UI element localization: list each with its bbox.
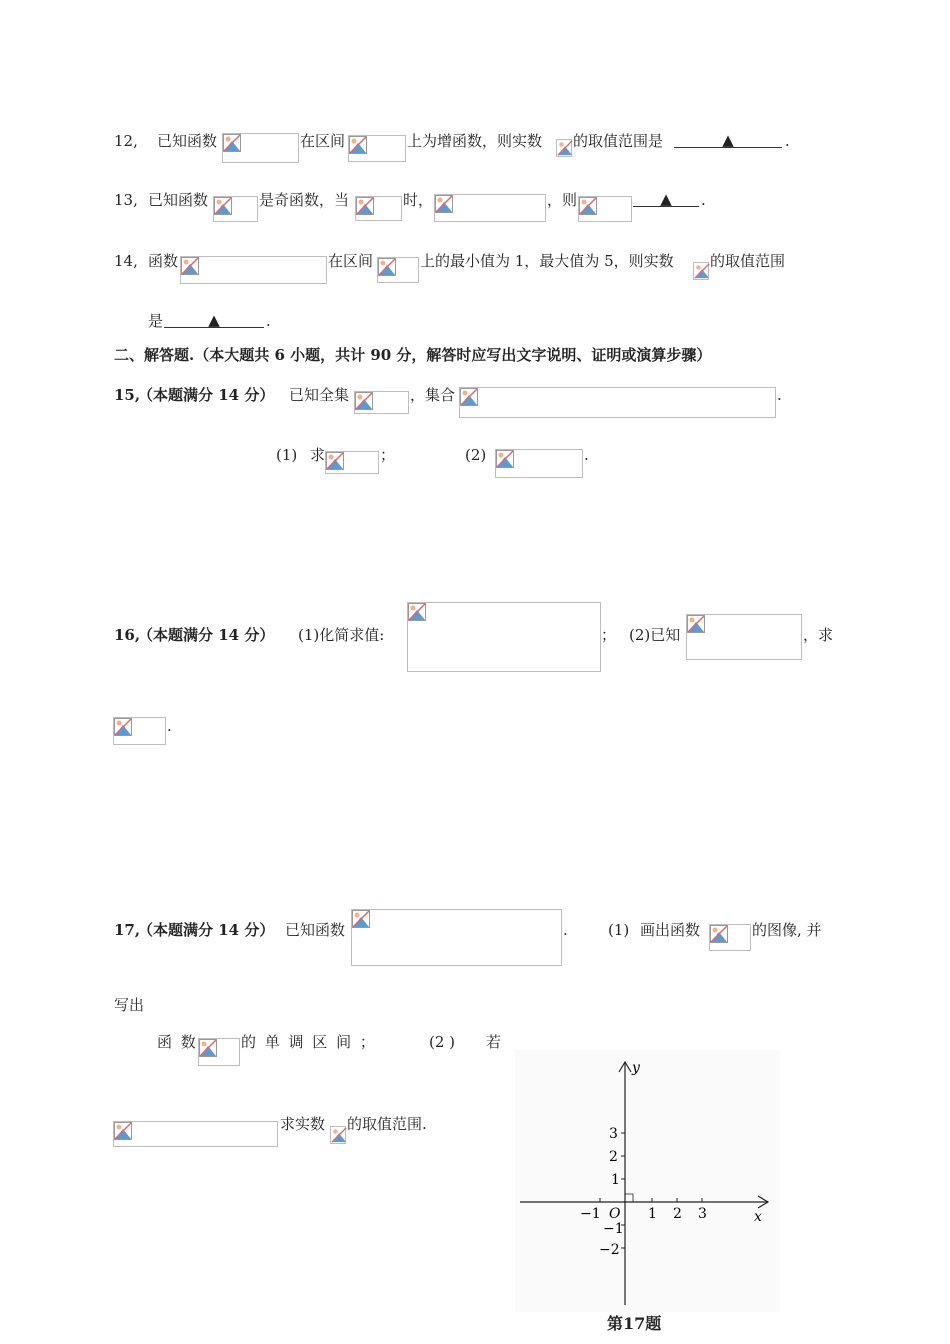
formula-image [556, 139, 572, 157]
q14-text-5: 是 [148, 312, 164, 330]
q14-number: 14, [114, 252, 138, 270]
formula-image [113, 1121, 278, 1147]
y-tick-label: 2 [609, 1149, 618, 1165]
formula-image [693, 262, 709, 280]
x-axis-label: x [754, 1209, 762, 1225]
broken-image-icon [378, 258, 396, 276]
broken-image-icon [356, 197, 374, 215]
broken-image-icon [355, 392, 373, 410]
q17-line3a: 函 数 [157, 1033, 198, 1051]
q17-score: （本题满分 14 分） [138, 921, 275, 939]
q14-text-2: 在区间 [328, 252, 374, 270]
y-axis-label: y [632, 1060, 640, 1076]
graph-caption: 第17题 [607, 1314, 662, 1333]
broken-image-icon [408, 603, 426, 621]
q17-part2-label: (2 ) [429, 1033, 456, 1051]
x-tick-label: 2 [673, 1206, 682, 1222]
coordinate-graph [515, 1050, 780, 1312]
formula-image [709, 924, 751, 951]
q16-text-1: (1)化简求值: [298, 626, 385, 644]
formula-image [330, 1126, 346, 1144]
formula-image [198, 1038, 240, 1066]
q16-text-2: (2)已知 [629, 626, 681, 644]
x-tick-label: 1 [648, 1206, 657, 1222]
origin-square [625, 1194, 633, 1202]
formula-image [213, 196, 258, 222]
q13-number: 13, [114, 191, 138, 209]
q17-line4: 求实数 [280, 1115, 326, 1133]
formula-image [377, 257, 419, 283]
q14-text-3: 上的最小值为 1，最大值为 5，则实数 [420, 252, 674, 270]
q12-text-3: 上为增函数，则实数 [407, 132, 543, 150]
q13-text-1: 已知函数 [148, 191, 209, 209]
broken-image-icon [496, 450, 514, 468]
q17-part1-end: 的图像, 并 [752, 921, 822, 939]
q13-answer-blank[interactable]: ▲ [633, 190, 699, 210]
formula-image [180, 256, 327, 284]
y-tick-label: −2 [599, 1242, 620, 1258]
formula-image [113, 717, 166, 745]
q14-answer-blank[interactable]: ▲ [164, 311, 264, 331]
y-tick-label: 3 [609, 1126, 618, 1142]
broken-image-icon [326, 452, 344, 470]
formula-image [407, 602, 601, 672]
broken-image-icon [114, 1122, 132, 1140]
q17-number: 17, [114, 921, 141, 939]
broken-image-icon [557, 140, 573, 156]
q17-line3b: 的 单 调 区 间 ； [241, 1033, 377, 1051]
q16-score: （本题满分 14 分） [138, 626, 275, 644]
q13-text-4: ，则 [547, 191, 578, 209]
formula-image [434, 194, 546, 222]
q15-part1-text: 求 [310, 446, 326, 464]
q17-line2: 写出 [114, 996, 145, 1014]
q12-number: 12, [114, 132, 138, 150]
broken-image-icon [181, 257, 199, 275]
formula-image [459, 387, 776, 418]
formula-image [348, 135, 406, 162]
y-tick-label: −1 [603, 1221, 624, 1237]
q17-part1-label: (1) [608, 921, 630, 939]
broken-image-icon [694, 263, 710, 279]
q17-part1-text: 画出函数 [640, 921, 701, 939]
broken-image-icon [114, 718, 132, 736]
q15-part1-label: (1) [276, 446, 298, 464]
formula-image [578, 196, 632, 222]
q17-part2-text: 若 [486, 1033, 502, 1051]
formula-image [325, 451, 379, 474]
q15-text-1: 已知全集 [289, 386, 350, 404]
formula-image [351, 909, 562, 966]
q13-text-3: 时， [403, 191, 434, 209]
q12-text-1: 已知函数 [157, 132, 218, 150]
broken-image-icon [214, 197, 232, 215]
q15-score: （本题满分 14 分） [138, 386, 275, 404]
q16-number: 16, [114, 626, 141, 644]
formula-image [354, 391, 409, 414]
broken-image-icon [223, 134, 241, 152]
origin-label: O [609, 1206, 621, 1222]
q16-text-3: ，求 [803, 626, 834, 644]
q17-text-1: 已知函数 [285, 921, 346, 939]
q13-text-2: 是奇函数，当 [259, 191, 350, 209]
q15-number: 15, [114, 386, 141, 404]
formula-image [495, 449, 583, 478]
q15-part2-label: (2) [465, 446, 487, 464]
q12-text-2: 在区间 [300, 132, 346, 150]
broken-image-icon [199, 1039, 217, 1057]
q15-text-2: ，集合 [410, 386, 456, 404]
broken-image-icon [352, 910, 370, 928]
coordinate-axes [515, 1050, 780, 1312]
broken-image-icon [331, 1127, 347, 1143]
q14-text-1: 函数 [148, 252, 179, 270]
x-tick-label: −1 [580, 1206, 601, 1222]
broken-image-icon [435, 195, 453, 213]
broken-image-icon [710, 925, 728, 943]
formula-image [222, 133, 299, 163]
section-heading: 二、解答题.（本大题共 6 小题，共计 90 分，解答时应写出文字说明、证明或演算步骤） [114, 346, 712, 364]
broken-image-icon [460, 388, 478, 406]
formula-image [355, 196, 402, 221]
q12-text-4: 的取值范围是 [573, 132, 664, 150]
q14-text-4: 的取值范围 [710, 252, 786, 270]
q17-line4-end: 的取值范围. [347, 1115, 427, 1133]
broken-image-icon [579, 197, 597, 215]
broken-image-icon [349, 136, 367, 154]
formula-image [686, 614, 802, 660]
broken-image-icon [687, 615, 705, 633]
y-tick-label: 1 [611, 1172, 620, 1188]
x-tick-label: 3 [698, 1206, 707, 1222]
q12-answer-blank[interactable]: ▲ [674, 131, 782, 151]
